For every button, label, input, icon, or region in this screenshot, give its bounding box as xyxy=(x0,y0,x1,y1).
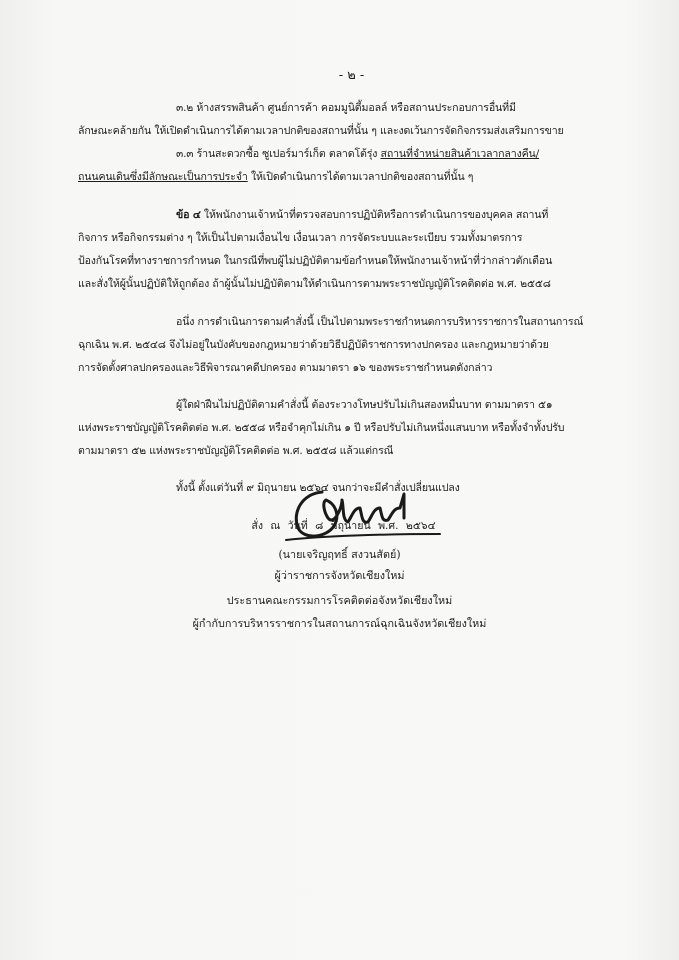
page-number: - ๒ - xyxy=(338,68,365,83)
signer-title: ประธานคณะกรรมการโรคติดต่อจังหวัดเชียงใหม่ xyxy=(226,594,453,607)
underlined-text: ถนนคนเดินซึ่งมีลักษณะเป็นการประจำ xyxy=(78,171,248,183)
text-line: ฉุกเฉิน พ.ศ. ๒๕๔๘ จึงไม่อยู่ในบังคับของกฎหมายว่าด้วยวิธีปฏิบัติราชการทางปกครอง และกฎหมายว่าด้วย xyxy=(78,339,549,351)
text-line: ผู้ใดฝ่าฝืนไม่ปฏิบัติตามคำสั่งนี้ ต้องระวางโทษปรับไม่เกินสองหมื่นบาท ตามมาตรา ๕๑ xyxy=(176,399,553,411)
text-line: ลักษณะคล้ายกัน ให้เปิดดำเนินการได้ตามเวลาปกติของสถานที่นั้น ๆ และงดเว้นการจัดกิจกรรมส่งเสริมการขาย xyxy=(78,125,564,137)
clause-heading: ข้อ ๔ xyxy=(176,209,201,221)
text-line: อนึ่ง การดำเนินการตามคำสั่งนี้ เป็นไปตามพระราชกำหนดการบริหารราชการในสถานการณ์ xyxy=(176,316,584,328)
text-line: แห่งพระราชบัญญัติโรคติดต่อ พ.ศ. ๒๕๕๘ หรือจำคุกไม่เกิน ๑ ปี หรือปรับไม่เกินหนึ่งแสนบาท หรือทั้งจำทั้งปรับ xyxy=(78,422,565,434)
signer-title: ผู้ว่าราชการจังหวัดเชียงใหม่ xyxy=(274,569,405,582)
text-line: ทั้งนี้ ตั้งแต่วันที่ ๙ มิถุนายน ๒๕๖๔ จนกว่าจะมีคำสั่งเปลี่ยนแปลง xyxy=(176,482,460,494)
signer-title: ผู้กำกับการบริหารราชการในสถานการณ์ฉุกเฉินจังหวัดเชียงใหม่ xyxy=(192,617,487,630)
text-line: ตามมาตรา ๕๒ แห่งพระราชบัญญัติโรคติดต่อ พ.ศ. ๒๕๕๘ แล้วแต่กรณี xyxy=(78,445,394,457)
text-line: ๓.๒ ห้างสรรพสินค้า ศูนย์การค้า คอมมูนิตี้มอลล์ หรือสถานประกอบการอื่นที่มี xyxy=(176,102,516,114)
text-line xyxy=(176,147,636,161)
text-span: ให้พนักงานเจ้าหน้าที่ตรวจสอบการปฏิบัติหรือการดำเนินการของบุคคล สถานที่ xyxy=(200,209,549,221)
underlined-text: สถานที่จำหน่ายสินค้าเวลากลางคืน/ xyxy=(380,148,540,160)
handwritten-signature xyxy=(282,478,442,544)
signed-date: สั่ง ณ วันที่ ๘ มิถุนายน พ.ศ. ๒๕๖๔ xyxy=(251,520,436,532)
text-line: การจัดตั้งศาลปกครองและวิธีพิจารณาคดีปกครอง ตามมาตรา ๑๖ ของพระราชกำหนดดังกล่าว xyxy=(78,362,493,374)
signer-name: (นายเจริญฤทธิ์ สงวนสัตย์) xyxy=(278,548,401,561)
text-line: ป้องกันโรคที่ทางราชการกำหนด ในกรณีที่พบผู้ไม่ปฏิบัติตามข้อกำหนดให้พนักงานเจ้าหน้าที่ว่ากล่าวตักเตือน xyxy=(78,255,553,267)
text-line: กิจการ หรือกิจกรรมต่าง ๆ ให้เป็นไปตามเงื่อนไข เงื่อนเวลา การจัดระบบและระเบียบ รวมทั้งมาตรการ xyxy=(78,232,523,244)
text-span: ๓.๓ ร้านสะดวกซื้อ ซูเปอร์มาร์เก็ต ตลาดโต้รุ่ง xyxy=(176,148,378,160)
text-line xyxy=(176,208,636,222)
text-line xyxy=(78,170,638,184)
text-span: ให้เปิดดำเนินการได้ตามเวลาปกติของสถานที่นั้น ๆ xyxy=(247,171,474,183)
text-line: และสั่งให้ผู้นั้นปฏิบัติให้ถูกต้อง ถ้าผู้นั้นไม่ปฏิบัติตามให้ดำเนินการตามพระราชบัญญัติโรคติดต่อ พ.ศ. ๒๕๕๘ xyxy=(78,278,551,290)
